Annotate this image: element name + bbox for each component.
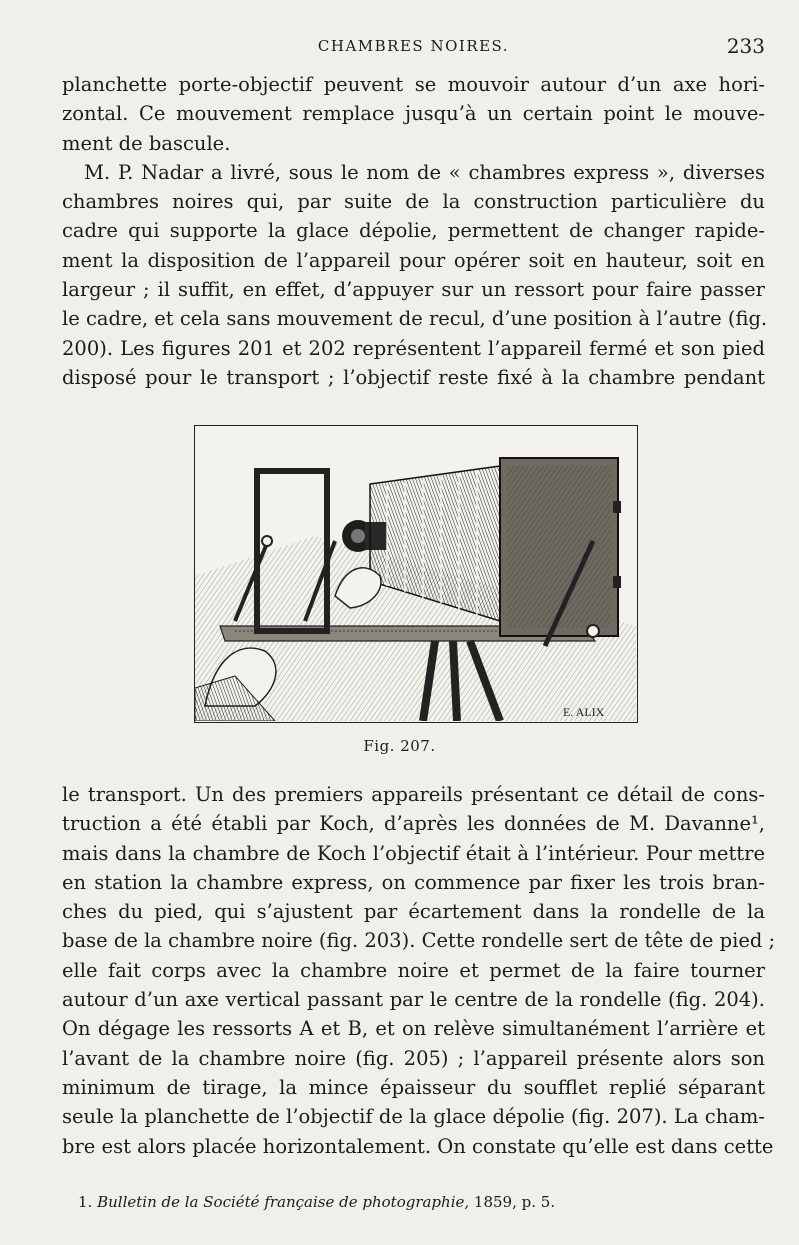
text-line: ment de bascule. (62, 131, 231, 155)
text-line: zontal. Ce mouvement remplace jusqu’à un certain point le mouve- (62, 102, 765, 126)
camera-engraving (194, 425, 638, 723)
text-line: seule la planchette de l’objectif de la glace dépolie (fig. 207). La cham- (62, 1105, 765, 1129)
footnote-reference: 1859, p. 5. (469, 1193, 556, 1211)
text-block-bottom (62, 780, 776, 1161)
text-line: 200). Les figures 201 et 202 représentent l’appareil fermé et son pied (62, 336, 765, 360)
text-line: ment la disposition de l’appareil pour opérer soit en hauteur, soit en (62, 248, 765, 272)
footnote (78, 1193, 555, 1211)
text-line: en station la chambre express, on commence par fixer les trois bran- (62, 870, 765, 894)
text-line: elle fait corps avec la chambre noire et permet de la faire tourner (62, 958, 765, 982)
page-number: 233 (726, 34, 765, 58)
running-head (62, 34, 765, 60)
footnote-marker: 1. (78, 1193, 93, 1211)
text-line: le transport. Un des premiers appareils présentant ce détail de cons- (62, 783, 765, 806)
text-line: le cadre, et cela sans mouvement de recul, d’une position à l’autre (fig. (62, 307, 768, 331)
text-line: largeur ; il suffit, en effet, d’appuyer sur un ressort pour faire passer (62, 278, 765, 302)
text-line: autour d’un axe vertical passant par le centre de la rondelle (fig. 204). (62, 988, 765, 1012)
text-line: cadre qui supporte la glace dépolie, permettent de changer rapide- (62, 219, 765, 243)
text-line: M. P. Nadar a livré, sous le nom de « chambres express », diverses (84, 160, 765, 184)
running-title: CHAMBRES NOIRES. (317, 37, 510, 55)
text-block-top (62, 70, 768, 392)
text-line: ches du pied, qui s’ajustent par écartement dans la rondelle de la (62, 900, 765, 924)
camera-illustration (195, 426, 636, 721)
figure-caption: Fig. 207. (363, 737, 436, 755)
footnote-title: Bulletin de la Société française de photographie, (97, 1193, 470, 1211)
text-line: truction a été établi par Koch, d’après les données de M. Davanne¹, (62, 812, 765, 836)
text-line: mais dans la chambre de Koch l’objectif était à l’intérieur. Pour mettre (62, 841, 765, 865)
text-line: minimum de tirage, la mince épaisseur du soufflet replié séparant (62, 1075, 765, 1099)
text-line: On dégage les ressorts A et B, et on relève simultanément l’arrière et (62, 1017, 765, 1041)
engraver-signature: E. ALIX (563, 705, 605, 719)
text-line: l’avant de la chambre noire (fig. 205) ; l’appareil présente alors son (62, 1046, 765, 1070)
text-line: base de la chambre noire (fig. 203). Cette rondelle sert de tête de pied ; (62, 929, 776, 953)
text-line: bre est alors placée horizontalement. On constate qu’elle est dans cette (62, 1134, 774, 1158)
text-line: planchette porte-objectif peuvent se mouvoir autour d’un axe hori- (62, 73, 765, 96)
text-line: chambres noires qui, par suite de la construction particulière du (62, 190, 765, 214)
text-line: disposé pour le transport ; l’objectif reste fixé à la chambre pendant (62, 365, 765, 389)
